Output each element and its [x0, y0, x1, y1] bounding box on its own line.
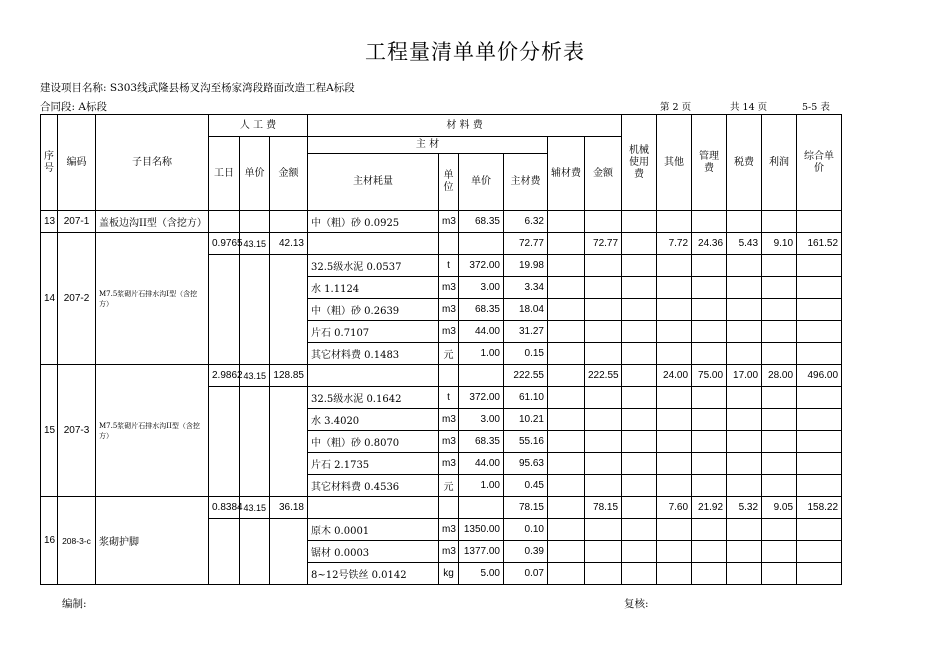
management-fee: 75.00 — [692, 365, 727, 387]
material-cost: 95.63 — [504, 453, 548, 475]
header-unit-price: 单价 — [459, 154, 504, 211]
material-price: 5.00 — [459, 563, 504, 585]
page-title: 工程量清单单价分析表 — [365, 40, 585, 64]
material-amount: 78.15 — [585, 497, 622, 519]
table-row — [41, 497, 842, 519]
main-cost: 222.55 — [504, 365, 548, 387]
material-unit: m3 — [439, 277, 459, 299]
material-cost: 0.45 — [504, 475, 548, 497]
total-unit-price: 161.52 — [797, 233, 842, 255]
material-name: 中（粗）砂 0.8070 — [308, 431, 439, 453]
material-name: 水 1.1124 — [308, 277, 439, 299]
header-seq: 序号 — [41, 115, 58, 211]
tax: 17.00 — [727, 365, 762, 387]
labor-days: 0.8384 — [209, 497, 240, 519]
material-unit: m3 — [439, 299, 459, 321]
material-price: 372.00 — [459, 387, 504, 409]
management-fee: 24.36 — [692, 233, 727, 255]
material-amount: 222.55 — [585, 365, 622, 387]
page-total: 共 14 页 — [730, 102, 768, 113]
material-name: 片石 2.1735 — [308, 453, 439, 475]
material-unit: m3 — [439, 211, 459, 233]
material-price: 44.00 — [459, 453, 504, 475]
profit: 9.05 — [762, 497, 797, 519]
material-price: 68.35 — [459, 431, 504, 453]
page-number: 第 2 页 — [660, 102, 692, 113]
material-unit: 元 — [439, 475, 459, 497]
row-code: 207-2 — [58, 233, 96, 365]
material-amount: 72.77 — [585, 233, 622, 255]
header-material-amount: 金额 — [585, 137, 622, 211]
material-cost: 0.39 — [504, 541, 548, 563]
row-code: 207-3 — [58, 365, 96, 497]
other-cost: 7.60 — [657, 497, 692, 519]
labor-amount: 36.18 — [270, 497, 308, 519]
material-unit: m3 — [439, 431, 459, 453]
header-material: 材 料 费 — [308, 115, 622, 137]
labor-price: 43.15 — [240, 365, 270, 387]
material-price: 372.00 — [459, 255, 504, 277]
row-item-name: 盖板边沟II型（含挖方） — [96, 211, 209, 233]
tax: 5.43 — [727, 233, 762, 255]
row-seq: 16 — [41, 497, 58, 585]
header-other: 其他 — [657, 115, 692, 211]
material-unit: t — [439, 387, 459, 409]
row-item-name: M7.5浆砌片石排水沟I型（含挖方） — [96, 233, 209, 365]
labor-amount: 42.13 — [270, 233, 308, 255]
header-machine: 机械使用费 — [622, 115, 657, 211]
total-unit-price: 158.22 — [797, 497, 842, 519]
main-cost: 72.77 — [504, 233, 548, 255]
header-code: 编码 — [58, 115, 96, 211]
row-seq: 14 — [41, 233, 58, 365]
material-cost: 10.21 — [504, 409, 548, 431]
material-price: 68.35 — [459, 299, 504, 321]
material-cost: 3.34 — [504, 277, 548, 299]
header-row-1 — [41, 115, 842, 137]
project-name: 建设项目名称: S303线武隆县杨叉沟至杨家湾段路面改造工程A标段 — [40, 82, 355, 94]
labor-price: 43.15 — [240, 233, 270, 255]
labor-amount: 128.85 — [270, 365, 308, 387]
material-name: 锯材 0.0003 — [308, 541, 439, 563]
header-main-material: 主 材 — [308, 137, 548, 154]
material-cost: 6.32 — [504, 211, 548, 233]
material-name: 片石 0.7107 — [308, 321, 439, 343]
total-unit-price: 496.00 — [797, 365, 842, 387]
material-name: 8~12号铁丝 0.0142 — [308, 563, 439, 585]
material-price: 1.00 — [459, 475, 504, 497]
header-aux-cost: 辅材费 — [548, 137, 585, 211]
material-unit: kg — [439, 563, 459, 585]
material-cost: 55.16 — [504, 431, 548, 453]
profit: 28.00 — [762, 365, 797, 387]
table-row — [41, 233, 842, 255]
material-cost: 61.10 — [504, 387, 548, 409]
material-price: 1.00 — [459, 343, 504, 365]
material-price: 3.00 — [459, 277, 504, 299]
header-labor-price: 单价 — [240, 137, 270, 211]
material-name: 中（粗）砂 0.0925 — [308, 211, 439, 233]
row-seq: 13 — [41, 211, 58, 233]
material-cost: 31.27 — [504, 321, 548, 343]
header-labor-days: 工日 — [209, 137, 240, 211]
table-row — [41, 365, 842, 387]
material-price: 1350.00 — [459, 519, 504, 541]
profit: 9.10 — [762, 233, 797, 255]
row-seq: 15 — [41, 365, 58, 497]
other-cost: 7.72 — [657, 233, 692, 255]
header-tax: 税费 — [727, 115, 762, 211]
header-main-cost: 主材费 — [504, 154, 548, 211]
header-management: 管理费 — [692, 115, 727, 211]
unit-price-analysis-table — [40, 114, 842, 585]
material-unit: t — [439, 255, 459, 277]
header-labor-amount: 金额 — [270, 137, 308, 211]
row-code: 208-3-c — [58, 497, 96, 585]
material-name: 原木 0.0001 — [308, 519, 439, 541]
material-unit: m3 — [439, 519, 459, 541]
material-price: 1377.00 — [459, 541, 504, 563]
row-item-name: 浆砌护脚 — [96, 497, 209, 585]
row-code: 207-1 — [58, 211, 96, 233]
tax: 5.32 — [727, 497, 762, 519]
material-unit: m3 — [439, 453, 459, 475]
material-price: 44.00 — [459, 321, 504, 343]
header-profit: 利润 — [762, 115, 797, 211]
contract-section: 合同段: A标段 — [40, 101, 107, 113]
material-unit: m3 — [439, 541, 459, 563]
header-main-consumption: 主材耗量 — [308, 154, 439, 211]
header-item-name: 子目名称 — [96, 115, 209, 211]
material-cost: 0.15 — [504, 343, 548, 365]
material-cost: 0.07 — [504, 563, 548, 585]
prepared-by-label: 编制: — [62, 598, 87, 610]
material-unit: m3 — [439, 321, 459, 343]
labor-days: 2.9862 — [209, 365, 240, 387]
other-cost: 24.00 — [657, 365, 692, 387]
material-cost: 0.10 — [504, 519, 548, 541]
material-name: 水 3.4020 — [308, 409, 439, 431]
reviewed-by-label: 复核: — [624, 598, 649, 610]
material-cost: 18.04 — [504, 299, 548, 321]
labor-days: 0.9765 — [209, 233, 240, 255]
table-number: 5-5 表 — [802, 102, 830, 113]
material-name: 32.5级水泥 0.0537 — [308, 255, 439, 277]
table-row — [41, 211, 842, 233]
header-total-unit-price: 综合单价 — [797, 115, 842, 211]
management-fee: 21.92 — [692, 497, 727, 519]
material-cost: 19.98 — [504, 255, 548, 277]
material-unit: 元 — [439, 343, 459, 365]
header-labor: 人 工 费 — [209, 115, 308, 137]
material-price: 68.35 — [459, 211, 504, 233]
header-unit: 单位 — [439, 154, 459, 211]
row-item-name: M7.5浆砌片石排水沟II型（含挖方） — [96, 365, 209, 497]
material-unit: m3 — [439, 409, 459, 431]
material-name: 32.5级水泥 0.1642 — [308, 387, 439, 409]
material-name: 其它材料费 0.1483 — [308, 343, 439, 365]
material-price: 3.00 — [459, 409, 504, 431]
material-name: 其它材料费 0.4536 — [308, 475, 439, 497]
main-cost: 78.15 — [504, 497, 548, 519]
labor-price: 43.15 — [240, 497, 270, 519]
material-name: 中（粗）砂 0.2639 — [308, 299, 439, 321]
